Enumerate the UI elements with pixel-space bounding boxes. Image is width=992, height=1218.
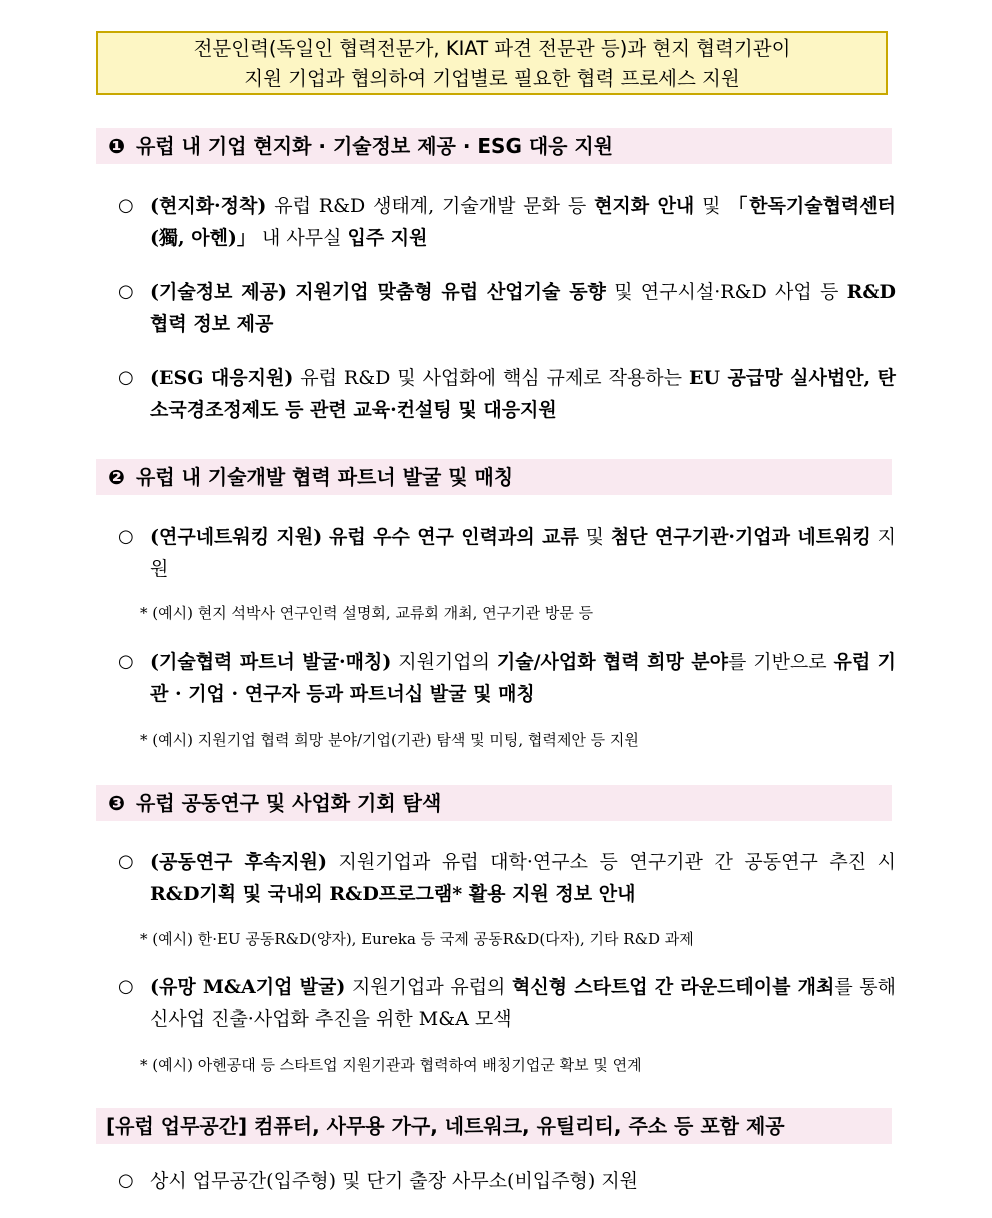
item-text: 지원기업의 [391,651,497,673]
item-bold: 기술/사업화 협력 희망 분야 [496,651,728,673]
section-number: ❸ [108,791,125,815]
item-bold: 첨단 연구기관·기업과 네트워킹 [610,526,871,548]
item-text: 유럽 R&D 및 사업화에 핵심 규제로 작용하는 [293,367,689,389]
item-text: 내 사무실 [255,227,348,249]
item-text [287,281,295,303]
list-item [118,362,896,426]
workspace-header: [유럽 업무공간] 컴퓨터, 사무용 가구, 네트워크, 유틸리티, 주소 등 포함 제공 [96,1108,892,1144]
item-label: (공동연구 후속지원) [150,851,327,873]
circle-bullet-icon: ○ [118,367,134,388]
item-bold: 혁신형 스타트업 간 라운드테이블 개최 [512,976,835,998]
section-number: ❶ [108,134,125,158]
circle-bullet-icon: ○ [118,851,134,872]
item-text: 유럽 R&D 생태계, 기술개발 문화 등 [266,195,595,217]
item-text: 및 [578,526,611,548]
circle-bullet-icon: ○ [118,976,134,997]
item-bold: R&D기획 및 국내외 R&D프로그램* 활용 지원 정보 안내 [150,883,636,905]
list-item [118,190,896,254]
list-item [118,646,896,710]
item-bold: EU 공급망 실사법안, 탄소국경조정제도 등 관련 교육·컨설팅 및 대응지원 [150,367,897,421]
intro-line-2: 지원 기업과 협의하여 기업별로 필요한 협력 프로세스 지원 [244,67,740,90]
example-note: * (예시) 현지 석박사 연구인력 설명회, 교류회 개최, 연구기관 방문 등 [140,604,594,622]
item-text: 지원 [150,526,896,580]
item-text: 를 통해 신사업 진출·사업화 추진을 위한 M&A 모색 [150,976,897,1030]
item-label: (현지화·정착) [150,195,267,217]
item-text: 를 기반으로 [728,651,834,673]
example-note: * (예시) 지원기업 협력 희망 분야/기업(기관) 탐색 및 미팅, 협력제안 등 지원 [140,731,639,749]
item-bold: 유럽 우수 연구 인력과의 교류 [329,526,579,548]
item-label: (ESG 대응지원) [150,367,294,389]
section-2-header [96,459,892,495]
intro-line-1: 전문인력(독일인 협력전문가, KIAT 파견 전문관 등)과 현지 협력기관이 [193,37,791,60]
list-item [118,846,896,910]
item-bold: 「한독기술협력센터(獨, 아헨)」 [150,195,896,249]
example-note: * (예시) 한·EU 공동R&D(양자), Eureka 등 국제 공동R&D(다자), 기타 R&D 과제 [140,930,694,948]
item-bold: 현지화 안내 [594,195,695,217]
section-title: 유럽 공동연구 및 사업화 기회 탐색 [136,791,442,815]
item-label: (연구네트워킹 지원) [150,526,323,548]
section-1-header [96,128,892,164]
list-item [118,521,896,585]
item-bold: 입주 지원 [347,227,428,249]
list-item [118,276,896,340]
intro-box [96,31,888,95]
item-bold: 유럽 기관 · 기업 · 연구자 등과 파트너십 발굴 및 매칭 [150,651,896,705]
section-title: 유럽 내 기업 현지화 · 기술정보 제공 · ESG 대응 지원 [136,134,614,158]
item-bold: R&D 협력 정보 제공 [150,281,897,335]
circle-bullet-icon: ○ [118,281,134,302]
item-text: 지원기업과 유럽의 [345,976,512,998]
example-note: * (예시) 아헨공대 등 스타트업 지원기관과 협력하여 배칭기업군 확보 및 연계 [140,1056,642,1074]
item-label: (기술협력 파트너 발굴·매칭) [150,651,392,673]
item-label: (기술정보 제공) [150,281,287,303]
section-number: ❷ [108,465,125,489]
section-3-header [96,785,892,821]
item-text: 및 연구시설·R&D 사업 등 [605,281,847,303]
item-label: (유망 M&A기업 발굴) [150,976,346,998]
circle-bullet-icon: ○ [118,651,134,672]
circle-bullet-icon: ○ [118,195,134,216]
list-item [118,971,896,1035]
list-item [118,1165,896,1197]
item-text: 지원기업과 유럽 대학·연구소 등 연구기관 간 공동연구 추진 시 [326,851,896,873]
item-bold: 지원기업 맞춤형 유럽 산업기술 동향 [295,281,606,303]
item-text [322,526,329,548]
item-text: 및 [694,195,729,217]
workspace-text: 상시 업무공간(입주형) 및 단기 출장 사무소(비입주형) 지원 [150,1170,639,1192]
section-title: 유럽 내 기술개발 협력 파트너 발굴 및 매칭 [136,465,514,489]
circle-bullet-icon: ○ [118,1170,134,1191]
circle-bullet-icon: ○ [118,526,134,547]
